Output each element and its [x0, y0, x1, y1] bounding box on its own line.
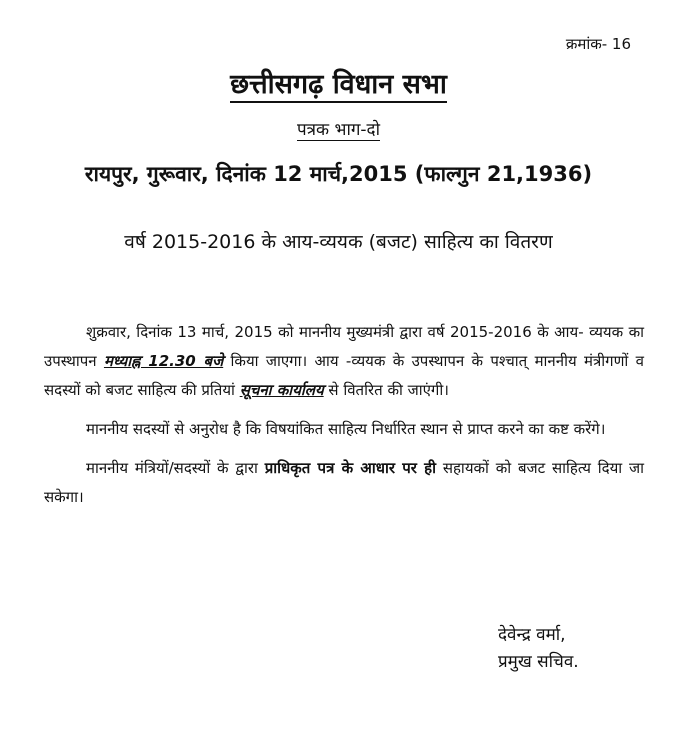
authorized-letter-phrase: प्राधिकृत पत्र के आधार पर ही [264, 459, 437, 477]
subject-line: वर्ष 2015-2016 के आय-व्ययक (बजट) साहित्य का वितरण [124, 231, 553, 253]
signature-block [498, 622, 579, 676]
information-office: सूचना कार्यालय [239, 381, 324, 399]
p1-text-c: से वितरित की जाएंगी। [323, 381, 449, 399]
assembly-title [0, 64, 677, 101]
p1-text-b: किया जाएगा। आय -व्ययक के उपस्थापन के पश्चात् माननीय मंत्रीगणों व सदस्यों को बजट साहित्य की प्रतियां [44, 352, 644, 399]
signatory-designation: प्रमुख सचिव. [498, 652, 579, 672]
bulletin-body [44, 318, 644, 522]
assembly-name: छत्तीसगढ़ विधान सभा [230, 69, 447, 103]
p1-text-a: शुक्रवार, दिनांक 13 मार्च, 2015 को माननीय मुख्यमंत्री द्वारा वर्ष 2015-2016 के आय- व्ययक का उपस्थापन [44, 323, 644, 370]
p3-text-a: माननीय मंत्रियों/सदस्यों के द्वारा [86, 459, 265, 477]
presentation-time: मध्याह्न 12.30 बजे [103, 352, 224, 370]
bulletin-part: पत्रक भाग-दो [297, 120, 380, 140]
paragraph-authorized-assistants [44, 454, 644, 512]
p3-text-b: सहायकों को बजट साहित्य दिया जा सकेगा। [44, 459, 644, 506]
serial-number: क्रमांक- 16 [565, 35, 631, 53]
date-line: रायपुर, गुरूवार, दिनांक 12 मार्च,2015 (फाल्गुन 21,1936) [84, 162, 593, 186]
bulletin-part-heading [0, 117, 677, 140]
paragraph-request-members: माननीय सदस्यों से अनुरोध है कि विषयांकित साहित्य निर्धारित स्थान से प्राप्त करने का कष्ट करेंगे। [86, 420, 606, 438]
signatory-name: देवेन्द्र वर्मा, [498, 625, 566, 645]
paragraph-budget-presentation [44, 318, 644, 405]
